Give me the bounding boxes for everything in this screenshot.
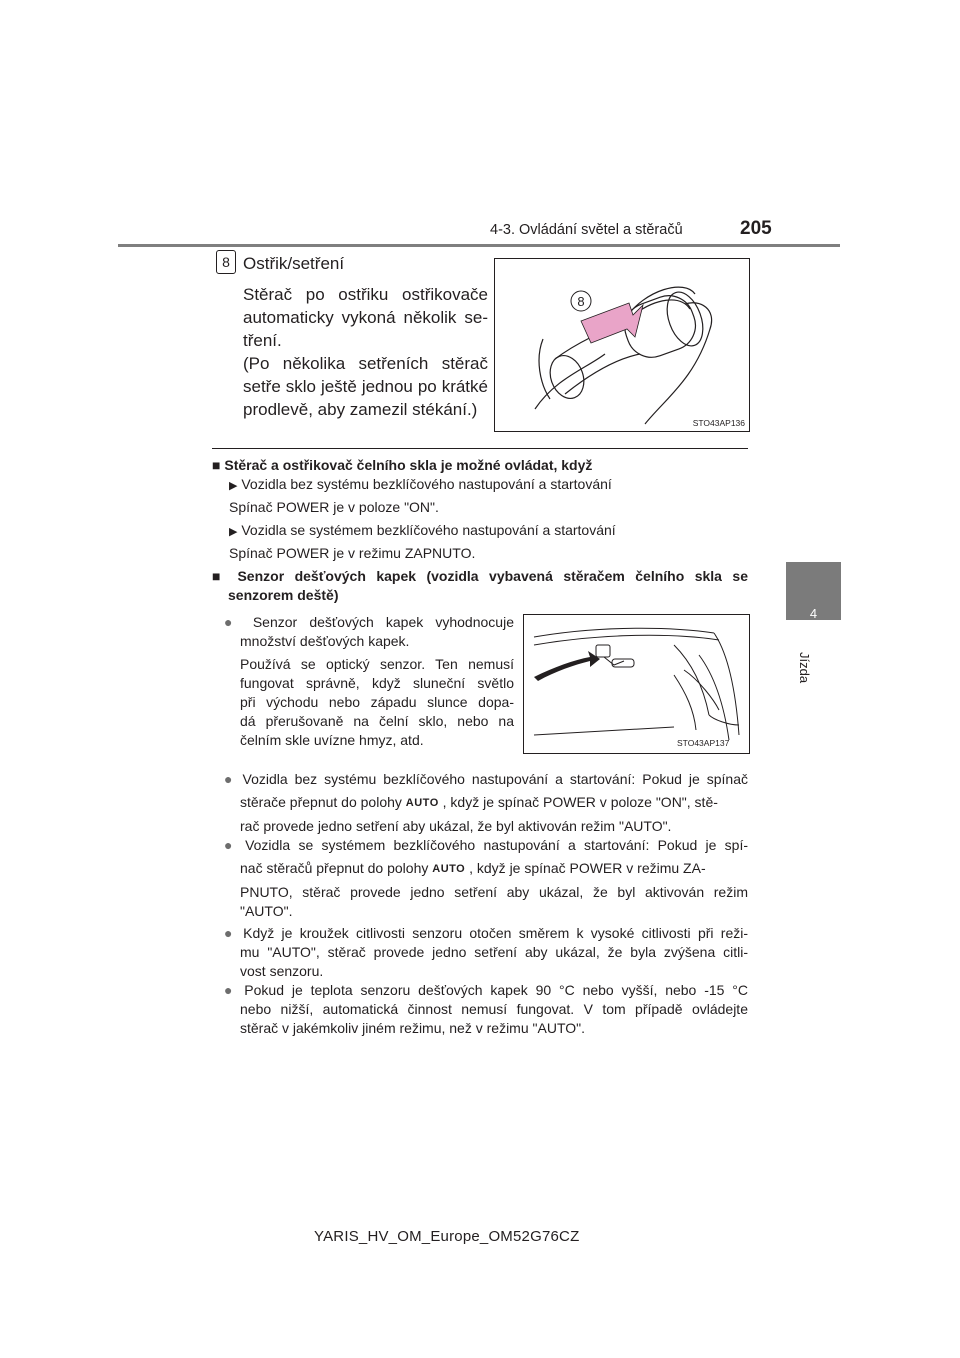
section2-bullet1: ● Senzor dešťových kapek vyhodnocuje množství dešťových kapek. — [224, 614, 514, 649]
rain-sensor-illustration — [524, 615, 749, 753]
section1-item2-label: ▶ Vozidla se systémem bezklíčového nastupování a startování — [229, 522, 616, 538]
section2-bullet1-para2: Používá se optický senzor. Ten nemusí fungovat správně, když sluneční světlo při východu nebo západu slunce dopa- dá přerušovaně na čelní sklo, nebo na čelním skle uvízne hmyz, atd. — [240, 656, 514, 748]
square-bullet-icon: ■ — [212, 457, 221, 473]
section1-item2-detail: Spínač POWER je v režimu ZAPNUTO. — [229, 545, 476, 561]
round-bullet-icon: ● — [224, 614, 241, 630]
section2-heading: ■ Senzor dešťových kapek (vozidla vybavená stěračem čelního skla se senzorem deště) — [212, 568, 748, 603]
section2-bullet4: ● Když je kroužek citlivosti senzoru otočen směrem k vysoké citlivosti při reži- mu "AUTO", stěrač provede jedno setření aby ukázal, že byla zvýšena citli- vost senzoru. — [224, 925, 749, 979]
rain-sensor-figure — [523, 614, 750, 754]
chapter-number: 4 — [809, 606, 818, 621]
round-bullet-icon: ● — [224, 837, 237, 853]
item-title: Ostřik/setření — [243, 254, 345, 273]
section1-heading: ■ Stěrač a ostřikovač čelního skla je možné ovládat, když — [212, 457, 593, 473]
wiper-lever-illustration — [495, 259, 749, 431]
triangle-bullet-icon: ▶ — [229, 480, 238, 492]
triangle-bullet-icon: ▶ — [229, 526, 238, 538]
item-number-icon: 8 — [216, 250, 236, 274]
section-title: 4-3. Ovládání světel a stěračů — [490, 222, 683, 238]
figure-code: STO43AP137 — [677, 738, 730, 748]
section1-item1-detail: Spínač POWER je v poloze "ON". — [229, 499, 439, 515]
wiper-lever-figure — [494, 258, 750, 432]
page-number: 205 — [740, 218, 772, 239]
figure-code: STO43AP136 — [692, 418, 745, 428]
section1-item1-label: ▶ Vozidla bez systému bezklíčového nastupování a startování — [229, 476, 612, 492]
round-bullet-icon: ● — [224, 982, 237, 998]
auto-symbol-icon: AUTO — [432, 863, 466, 875]
round-bullet-icon: ● — [224, 771, 236, 787]
section2-bullet3: ● Vozidla se systémem bezklíčového nastupování a startování: Pokud je spí- nač stěračů přepnut do polohy AUTO , když je spínač POWER v režimu ZA- PNUTO, stěrač provede jedno setření aby ukázal, že byl aktivován režim "AUTO". — [224, 837, 748, 919]
figure-callout: 8 — [577, 294, 585, 309]
item-para1: Stěrač po ostřiku ostřikovače automaticky vykoná několik se- tření. — [243, 285, 488, 350]
document-code-footer: YARIS_HV_OM_Europe_OM52G76CZ — [314, 1228, 580, 1245]
section2-bullet2: ● Vozidla bez systému bezklíčového nastupování a startování: Pokud je spínač stěrače přepnut do polohy AUTO , když je spínač POWER v poloze "ON", stě- rač provede jedno setření aby ukázal, že byl aktivován režim "AUTO". — [224, 771, 748, 834]
auto-symbol-icon: AUTO — [405, 797, 439, 809]
item-para2: (Po několika setřeních stěrač setře sklo ještě jednou po krátké prodlevě, aby zamezil stékání.) — [243, 354, 488, 419]
round-bullet-icon: ● — [224, 925, 236, 941]
square-bullet-icon: ■ — [212, 568, 228, 584]
header-rule — [118, 244, 840, 247]
section-divider — [212, 448, 748, 449]
section2-bullet5: ● Pokud je teplota senzoru dešťových kapek 90 °C nebo vyšší, nebo -15 °C nebo nižší, automatická činnost nemusí fungovat. V tom případě ovládejte stěrač v jakémkoliv jiném režimu, než v režimu "AUTO". — [224, 982, 748, 1036]
chapter-label: Jízda — [797, 652, 812, 684]
